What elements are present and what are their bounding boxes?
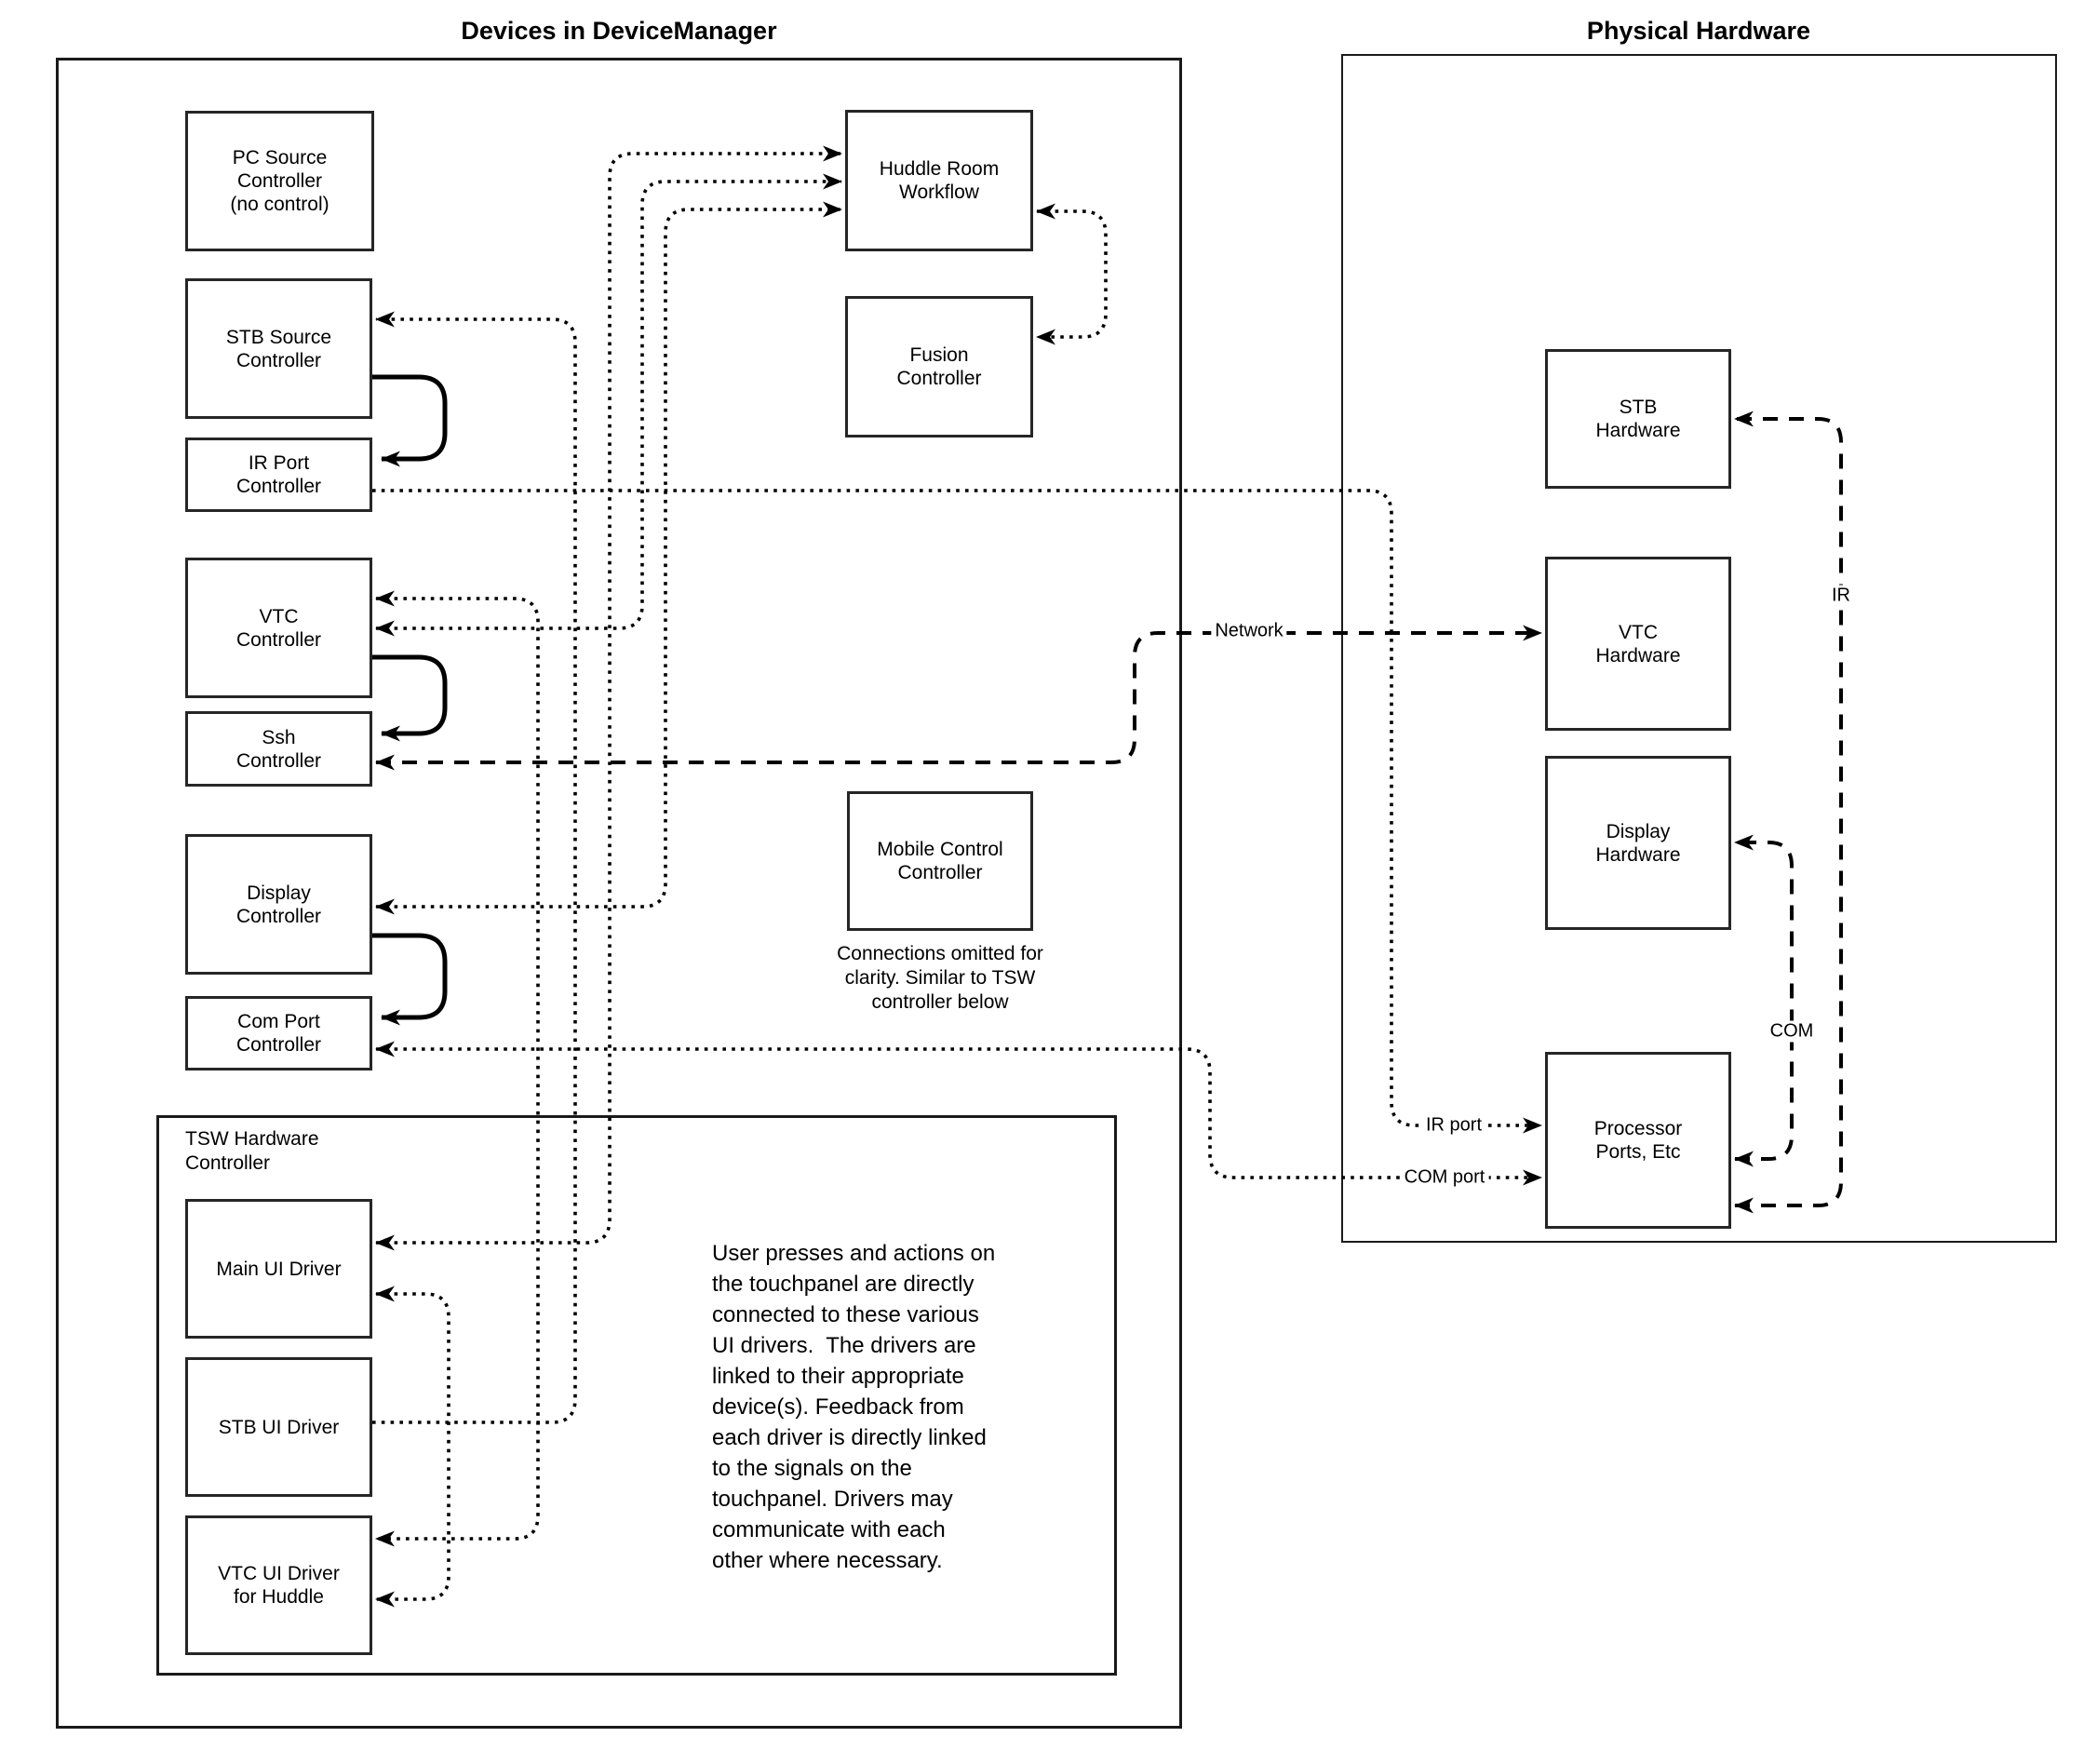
devices-section-title: Devices in DeviceManager	[461, 17, 777, 45]
node-ir-port-controller-label-line: Controller	[235, 476, 322, 497]
node-vtc-controller-label-line: VTC	[259, 605, 299, 627]
edge-label-ir: IR	[1828, 586, 1854, 607]
node-processor-ports-etc-label-line: Ports, Etc	[1595, 1141, 1681, 1163]
node-processor-ports-etc	[1545, 1052, 1731, 1229]
node-pc-source-controller-label-line: (no control)	[230, 194, 329, 215]
tsw-driver-note	[712, 1238, 995, 1576]
node-vtc-ui-driver	[185, 1515, 372, 1655]
node-ssh-controller	[185, 711, 372, 787]
node-com-port-controller-label-line: Com Port	[237, 1011, 320, 1032]
node-stb-source-controller-label-line: Controller	[235, 349, 322, 371]
node-display-hardware-label-line: Display	[1606, 820, 1671, 842]
node-huddle-room-workflow	[845, 110, 1033, 251]
node-mobile-control-controller-label-line: Mobile Control	[877, 839, 1003, 860]
node-vtc-controller	[185, 558, 372, 698]
tsw-driver-note-line: device(s). Feedback from	[712, 1394, 964, 1420]
tsw-driver-note-line: other where necessary.	[712, 1548, 943, 1573]
node-com-port-controller-label-line: Controller	[235, 1034, 322, 1056]
node-display-controller-label-line: Controller	[235, 905, 322, 927]
node-fusion-controller-label-line: Fusion	[909, 344, 969, 366]
node-main-ui-driver	[185, 1199, 372, 1339]
mobile-control-note-line: clarity. Similar to TSW	[844, 967, 1036, 989]
node-fusion-controller	[845, 296, 1033, 438]
mobile-control-note	[837, 942, 1043, 1015]
edge-label-network: Network	[1211, 621, 1286, 642]
node-processor-ports-etc-label-line: Processor	[1593, 1118, 1683, 1139]
node-huddle-room-workflow-label-line: Huddle Room	[879, 158, 1000, 180]
node-vtc-ui-driver-label-line: VTC UI Driver	[218, 1563, 340, 1584]
mobile-control-note-line: Connections omitted for	[837, 943, 1043, 964]
node-vtc-ui-driver-label-line: for Huddle	[234, 1586, 324, 1608]
tsw-driver-note-line: connected to these various	[712, 1302, 979, 1327]
node-com-port-controller	[185, 996, 372, 1071]
edge-label-com-port: COM port	[1401, 1167, 1489, 1189]
tsw-driver-note-line: each driver is directly linked	[712, 1425, 987, 1450]
node-pc-source-controller	[185, 111, 374, 251]
tsw-driver-note-line: touchpanel. Drivers may	[712, 1487, 953, 1512]
node-display-controller-label-line: Display	[247, 882, 311, 904]
tsw-driver-note-line: communicate with each	[712, 1517, 946, 1542]
tsw-hardware-controller-box-label-line: Controller	[185, 1152, 271, 1174]
node-mobile-control-controller-label-line: Controller	[897, 862, 983, 883]
node-stb-hardware-label-line: STB	[1619, 397, 1658, 418]
tsw-hardware-controller-box-label-line: TSW Hardware	[185, 1128, 319, 1150]
tsw-driver-note-line: the touchpanel are directly	[712, 1272, 975, 1297]
node-ir-port-controller	[185, 438, 372, 512]
node-vtc-hardware-label-line: Hardware	[1595, 644, 1681, 667]
tsw-driver-note-line: UI drivers. The drivers are	[712, 1333, 976, 1358]
hardware-section-title: Physical Hardware	[1586, 17, 1811, 45]
node-mobile-control-controller	[847, 791, 1033, 931]
node-stb-hardware-label-line: Hardware	[1595, 420, 1681, 441]
node-ir-port-controller-label-line: IR Port	[248, 452, 310, 474]
node-display-controller	[185, 834, 372, 975]
mobile-control-note-line: controller below	[871, 991, 1009, 1013]
node-stb-ui-driver	[185, 1357, 372, 1497]
tsw-hardware-controller-box-label	[185, 1127, 319, 1176]
node-stb-ui-driver-label-line: STB UI Driver	[218, 1416, 340, 1438]
node-fusion-controller-label-line: Controller	[896, 368, 982, 389]
edge-label-ir-port: IR port	[1422, 1115, 1485, 1137]
tsw-driver-note-line: linked to their appropriate	[712, 1364, 964, 1389]
node-display-hardware	[1545, 756, 1731, 930]
edge-label-com: COM	[1767, 1021, 1818, 1043]
node-display-hardware-label-line: Hardware	[1595, 843, 1681, 866]
tsw-driver-note-line: User presses and actions on	[712, 1241, 996, 1266]
node-pc-source-controller-label-line: PC Source	[232, 147, 328, 168]
node-stb-hardware	[1545, 349, 1731, 489]
tsw-driver-note-line: to the signals on the	[712, 1456, 912, 1481]
node-vtc-controller-label-line: Controller	[235, 628, 322, 651]
node-stb-source-controller	[185, 278, 372, 419]
node-vtc-hardware	[1545, 557, 1731, 731]
node-stb-source-controller-label-line: STB Source	[225, 326, 332, 348]
node-huddle-room-workflow-label-line: Workflow	[899, 182, 979, 203]
node-pc-source-controller-label-line: Controller	[236, 170, 323, 192]
node-ssh-controller-label-line: Ssh	[262, 726, 296, 748]
node-vtc-hardware-label-line: VTC	[1619, 621, 1658, 643]
node-ssh-controller-label-line: Controller	[235, 749, 322, 772]
node-main-ui-driver-label-line: Main UI Driver	[216, 1258, 342, 1280]
